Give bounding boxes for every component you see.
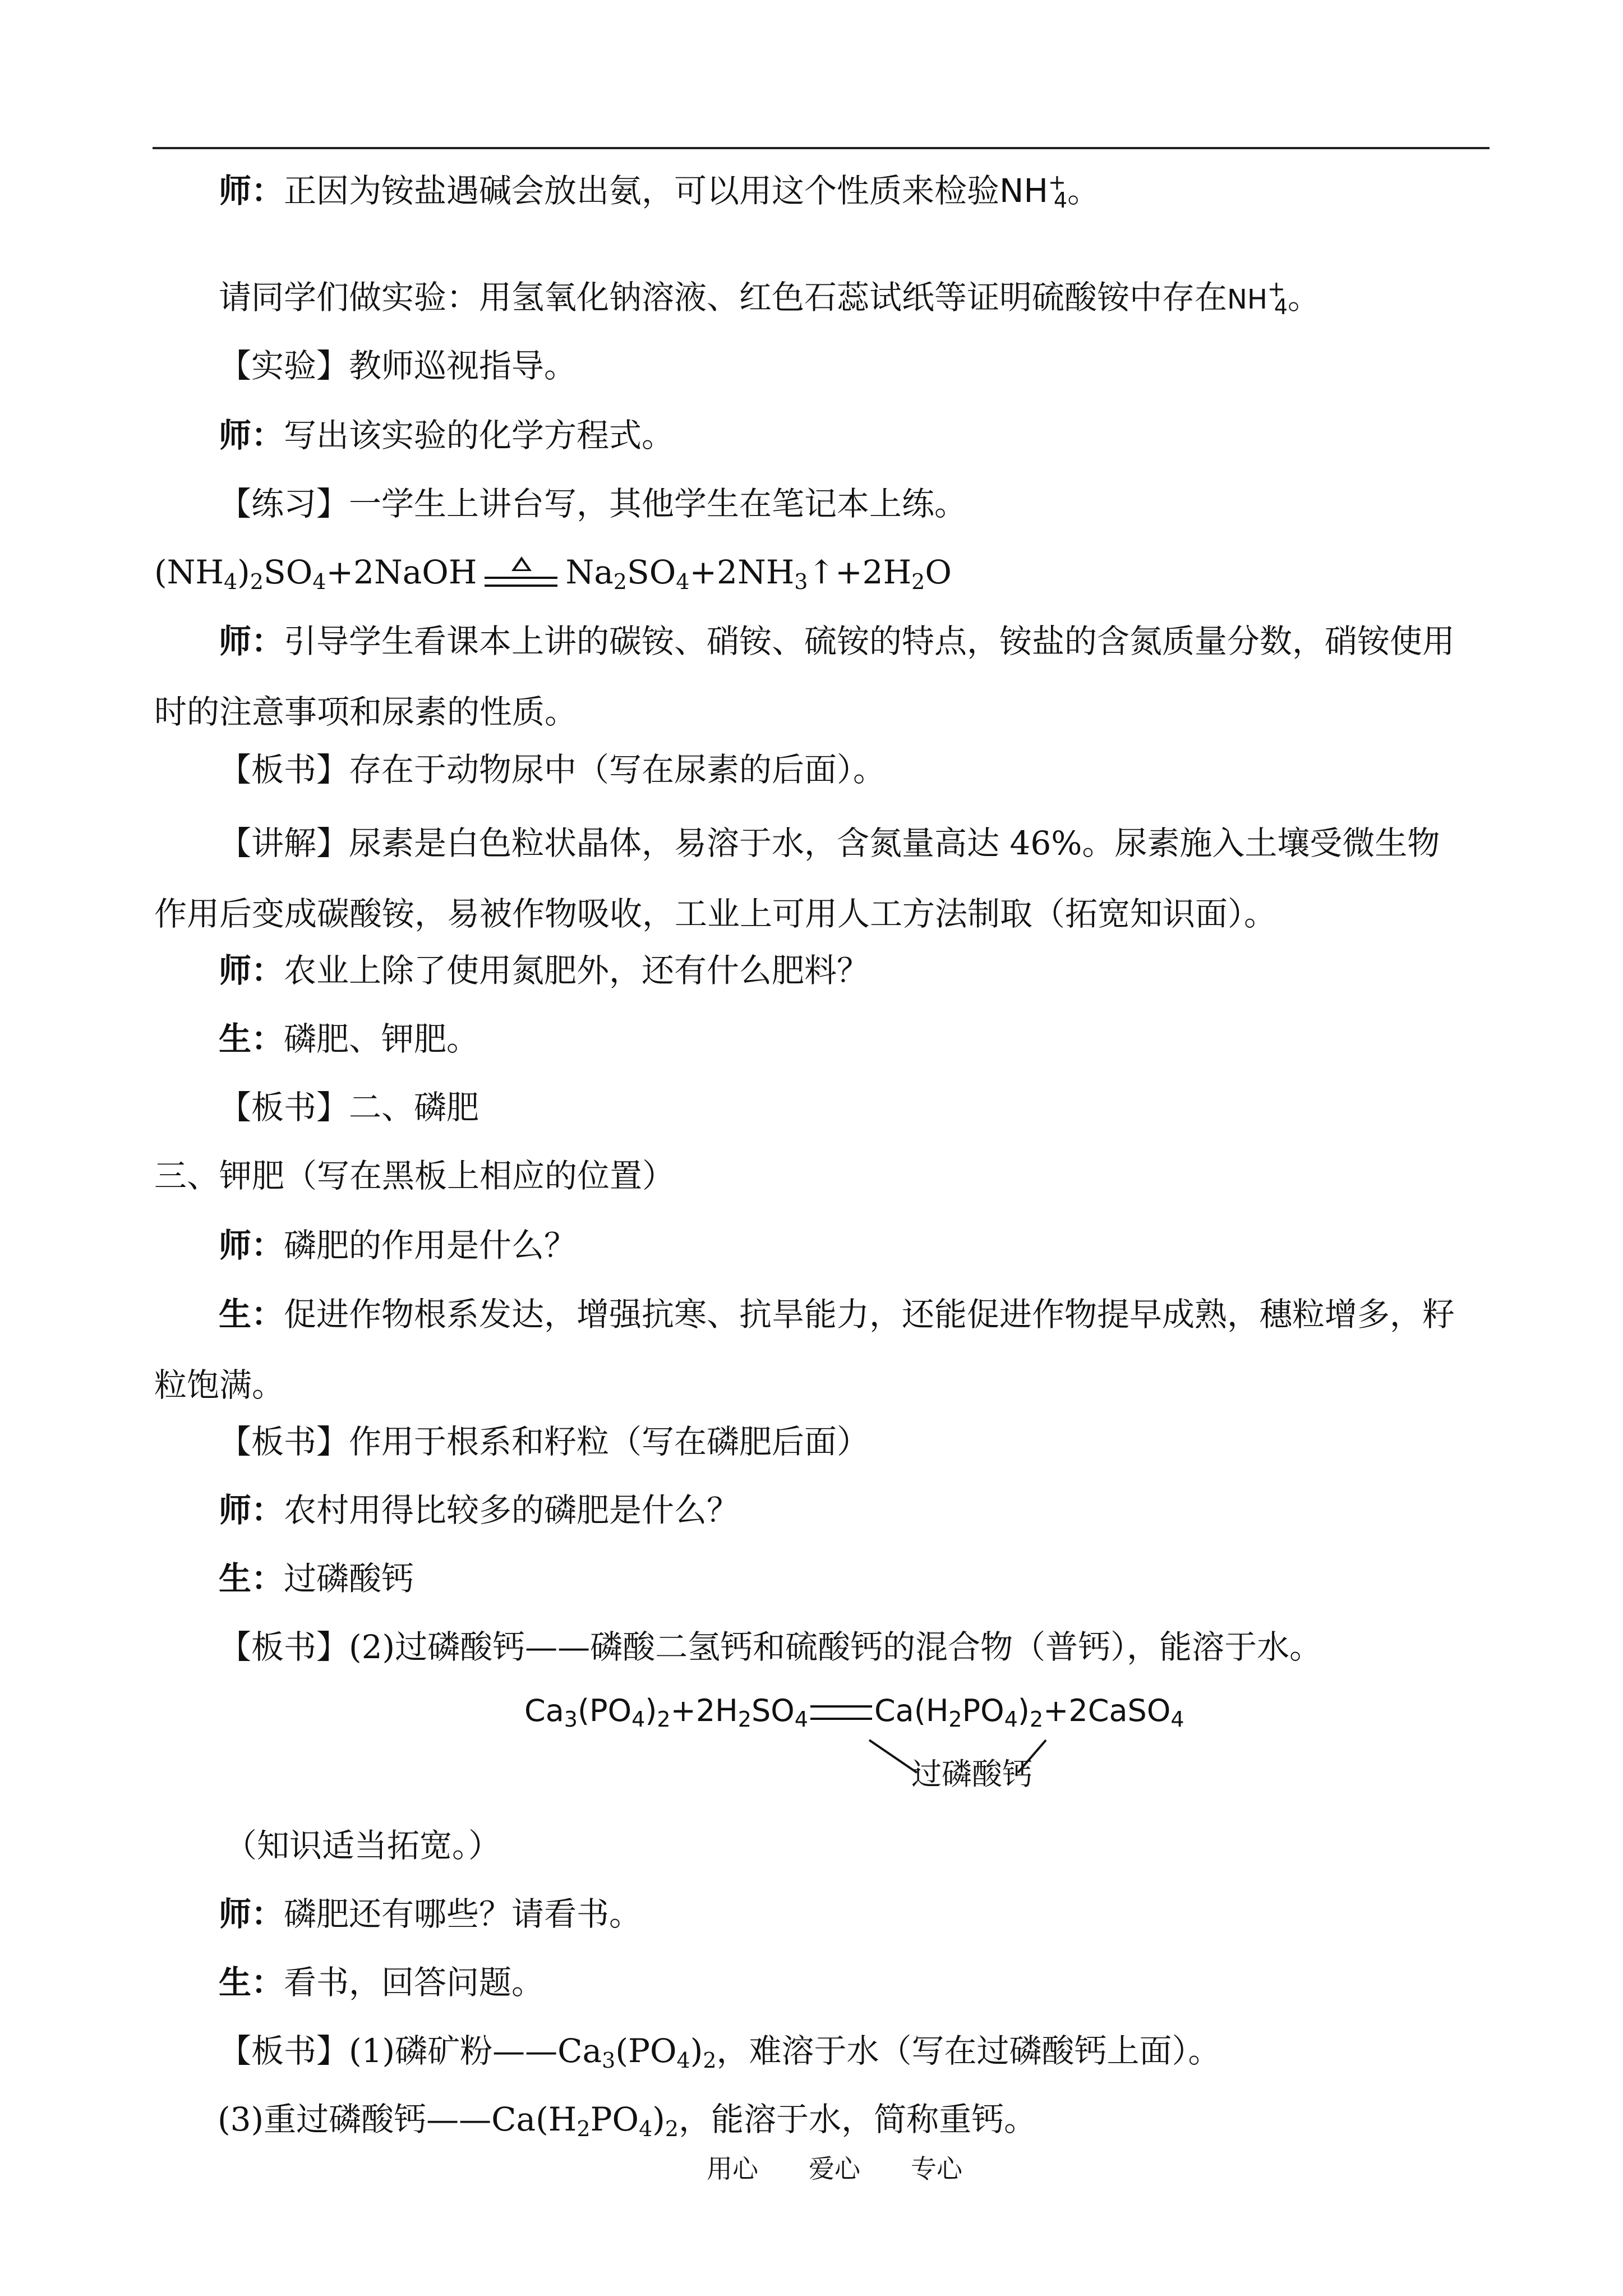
header-rule — [153, 147, 1490, 149]
paragraph-teacher-guidance: 师：引导学生看课本上讲的碳铵、硝铵、硫铵的特点，铵盐的含氮质量分数，硝铵使用时的注意事项和尿素的性质。 — [154, 622, 1455, 731]
label-superphosphate: 过磷酸钙 — [911, 1756, 1032, 1792]
line-teacher-common-phosphate: 师：农村用得比较多的磷肥是什么？ — [219, 1491, 740, 1529]
line-experiment-request: 请同学们做实验：用氢氧化钠溶液、红色石蕊试纸等证明硫酸铵中存在$NH^+_4$。 — [219, 277, 1321, 319]
line-triple-superphosphate: (3)重过磷酸钙$——Ca(H_2PO_4)_2$，能溶于水，简称重钙。 — [218, 2100, 1037, 2141]
footer-word: 用心 — [707, 2154, 758, 2184]
line-board-phosphate: 【板书】二、磷肥 — [219, 1088, 479, 1126]
line-board-phosphate-rock: 【板书】(1)磷矿粉$——Ca_3(PO_4)_2$，难溶于水（写在过磷酸钙上面）。 — [219, 2032, 1221, 2073]
line-teacher-phosphate-role: 师：磷肥的作用是什么？ — [219, 1226, 577, 1264]
paragraph-urea-explanation: 【讲解】尿素是白色粒状晶体，易溶于水，含氮量高达 46%。尿素施入土壤受微生物作用后变成碳酸铵，易被作物吸收，工业上可用人工方法制取（拓宽知识面）。 — [154, 824, 1440, 933]
equation-superphosphate: $Ca_3(PO_4)_2+2H_2SO_4$ $Ca(H_2PO_4)_2+2CaSO_4$ 过磷酸钙 — [524, 1688, 1152, 1801]
line-experiment-note: 【实验】教师巡视指导。 — [219, 347, 577, 385]
line-board-urine: 【板书】存在于动物尿中（写在尿素的后面）。 — [219, 751, 886, 789]
line-student-answer: 生：磷肥、钾肥。 — [219, 1020, 479, 1058]
ion-ammonium: $NH^+_4$ — [999, 170, 1068, 213]
page-footer — [707, 2148, 962, 2185]
line-practice: 【练习】一学生上讲台写，其他学生在笔记本上练。 — [219, 485, 967, 523]
line-teacher-other-fertilizer: 师：农业上除了使用氮肥外，还有什么肥料？ — [219, 951, 870, 990]
paragraph-student-phosphate-role: 生：促进作物根系发达，增强抗寒、抗旱能力，还能促进作物提早成熟，穗粒增多，籽粒饱满。 — [154, 1295, 1455, 1404]
line-potash: 三、钾肥（写在黑板上相应的位置） — [154, 1157, 675, 1195]
line-student-read: 生：看书，回答问题。 — [219, 1963, 545, 2001]
line-board-superphosphate: 【板书】(2)过磷酸钙——磷酸二氢钙和硫酸钙的混合物（普钙），能溶于水。 — [219, 1628, 1322, 1666]
heat-equals-sign — [485, 555, 557, 595]
line-teacher-equation: 师：写出该实验的化学方程式。 — [219, 416, 675, 454]
line-knowledge-extend: （知识适当拓宽。） — [224, 1826, 501, 1865]
bracket-lines — [524, 1688, 1152, 1801]
ion-ammonium: $NH^+_4$ — [1227, 277, 1288, 319]
line-teacher-other-phosphates: 师：磷肥还有哪些？请看书。 — [219, 1895, 642, 1933]
footer-word: 专心 — [911, 2154, 962, 2184]
line-student-superphosphate: 生：过磷酸钙 — [219, 1559, 414, 1598]
line-teacher-ammonium-test: 师：正因为铵盐遇碱会放出氨，可以用这个性质来检验$NH^+_4$。 — [219, 170, 1100, 213]
equation-ammonium-sulfate-naoh: $(NH_4)_2SO_4+2NaOH$ $Na_2SO_4+2NH_3↑+2H_2O$ — [154, 553, 952, 594]
speaker-teacher: 师： — [219, 172, 284, 210]
footer-word: 爱心 — [809, 2154, 860, 2184]
line-board-roots: 【板书】作用于根系和籽粒（写在磷肥后面） — [219, 1423, 870, 1461]
